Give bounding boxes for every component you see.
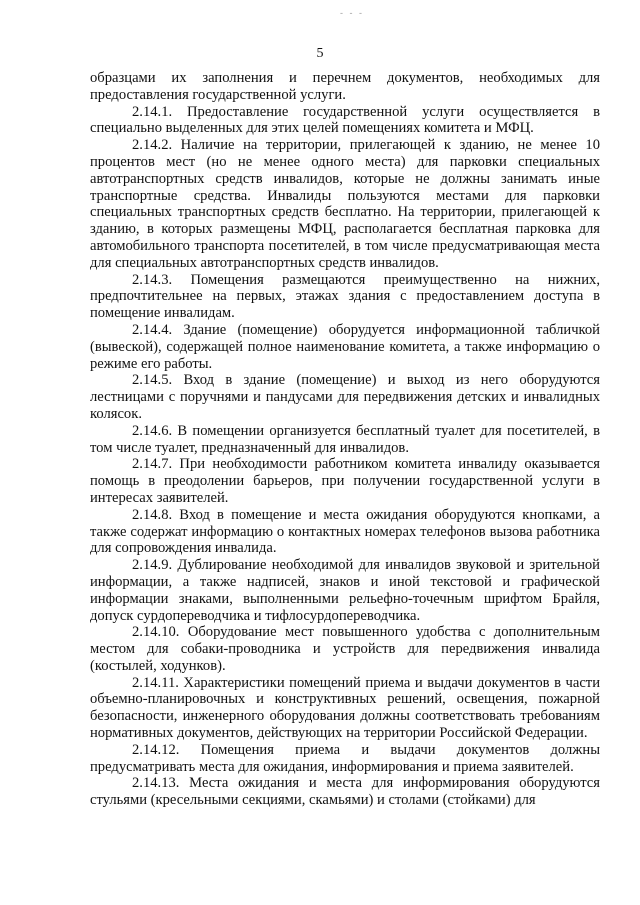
paragraph-2-14-6: 2.14.6. В помещении организуется бесплатный туалет для посетителей, в том числе туалет, предназначенный для инвалидов. <box>90 422 600 456</box>
paragraph-continuation: образцами их заполнения и перечнем документов, необходимых для предоставления государственной услуги. <box>90 70 600 103</box>
paragraph-2-14-2: 2.14.2. Наличие на территории, прилегающей к зданию, не менее 10 процентов мест (но не менее одного места) для парковки специальных автотранспортных средств инвалидов, которые не должны занимать иные транспортные средства. Инвалиды пользуются местами для парковки специальных транспортных средств бесплатно. На территории, прилегающей к зданию, в которых размещены МФЦ, располагается бесплатная парковка для автомобильного транспорта посетителей, в том числе предусматривающая места для специальных автотранспортных средств инвалидов. <box>90 137 600 271</box>
paragraph-2-14-4: 2.14.4. Здание (помещение) оборудуется информационной табличкой (вывеской), содержащей полное наименование комитета, а также информацию о режиме его работы. <box>90 321 600 372</box>
paragraph-2-14-9: 2.14.9. Дублирование необходимой для инвалидов звуковой и зрительной информации, а также надписей, знаков и иной текстовой и графической информации знаками, выполненными рельефно-точечным шрифтом Брайля, допуск сурдопереводчика и тифлосурдопереводчика. <box>90 557 600 624</box>
paragraph-2-14-11: 2.14.11. Характеристики помещений приема и выдачи документов в части объемно-планировочных и конструктивных решений, освещения, пожарной безопасности, инженерного оборудования должны соответствовать требованиям нормативных документов, действующих на территории Российской Федерации. <box>90 674 600 742</box>
paragraph-2-14-13: 2.14.13. Места ожидания и места для информирования оборудуются стульями (кресельными секциями, скамьями) и столами (стойками) для <box>90 775 600 809</box>
paragraph-2-14-10: 2.14.10. Оборудование мест повышенного удобства с дополнительным местом для собаки-проводника и устройств для передвижения инвалида (костылей, ходунков). <box>90 624 600 674</box>
paragraph-2-14-1: 2.14.1. Предоставление государственной услуги осуществляется в специально выделенных для этих целей помещениях комитета и МФЦ. <box>90 103 600 137</box>
paragraph-2-14-5: 2.14.5. Вход в здание (помещение) и выход из него оборудуются лестницами с поручнями и пандусами для передвижения детских и инвалидных колясок. <box>90 372 600 422</box>
document-body <box>90 70 600 809</box>
page-number: 5 <box>316 46 324 61</box>
paragraph-2-14-3: 2.14.3. Помещения размещаются преимущественно на нижних, предпочтительнее на первых, этажах здания с предоставлением доступа в помещение инвалидам. <box>90 271 600 322</box>
paragraph-2-14-12: 2.14.12. Помещения приема и выдачи документов должны предусматривать места для ожидания, информирования и приема заявителей. <box>90 741 600 775</box>
paragraph-2-14-7: 2.14.7. При необходимости работником комитета инвалиду оказывается помощь в преодолении барьеров, при получении государственной услуги в интересах заявителей. <box>90 456 600 506</box>
scan-artifact: - - - <box>340 8 364 18</box>
paragraph-2-14-8: 2.14.8. Вход в помещение и места ожидания оборудуются кнопками, а также содержат информацию о контактных номерах телефонов вызова работника для сопровождения инвалида. <box>90 506 600 557</box>
